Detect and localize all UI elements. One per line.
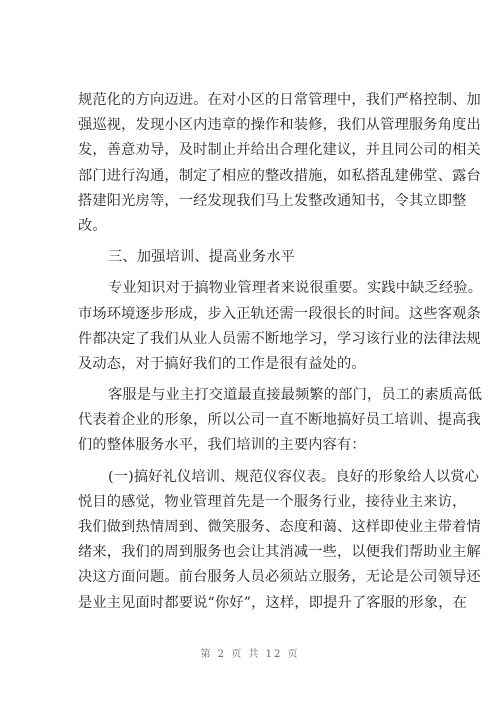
text-line: 客服是与业主打交道最直接最频繁的部门，员工的素质高低 [108,387,483,404]
text-line: 绪来，我们的周到服务也会让其消减一些，以便我们帮助业主解 [78,544,481,561]
paragraph-knowledge [78,276,483,377]
text-line: 代表着企业的形象，所以公司一直不断地搞好员工培训、提高我 [78,412,481,429]
text-line: 我们做到热情周到、微笑服务、态度和蔼、这样即使业主带着情 [78,519,481,535]
section-heading: 三、加强培训、提高业务水平 [108,249,296,266]
paragraph-customer-service [78,383,483,459]
page-number: 第 2 页 共 12 页 [200,649,300,660]
text-line: 是业主见面时都要说“你好”，这样，即提升了客服的形象，在 [78,594,467,611]
document-body [78,88,483,616]
text-line: 们的整体服务水平，我们培训的主要内容有： [78,437,366,454]
text-line: 及动态，对于搞好我们的工作是很有益处的。 [78,355,366,372]
text-line: 强巡视，发现小区内违章的操作和装修，我们从管理服务角度出 [78,117,481,134]
text-line: 悦目的感觉，物业管理首先是一个服务行业，接待业主来访， [78,493,467,510]
text-line: 专业知识对于搞物业管理者来说很重要。实践中缺乏经验。 [108,280,483,297]
text-line: 件都决定了我们从业人员需不断地学习，学习该行业的法律法规 [78,330,481,347]
text-line: 部门进行沟通，制定了相应的整改措施，如私搭乱建佛堂、露台 [78,167,481,184]
paragraph-management [78,88,481,239]
text-line: 市场环境逐步形成，步入正轨还需一段很长的时间。这些客观条 [78,305,481,322]
paragraph-etiquette-training [78,465,481,616]
text-line: 规范化的方向迈进。在对小区的日常管理中，我们严格控制、加 [78,92,481,108]
text-line: 改。 [78,217,107,234]
text-line: (一)搞好礼仪培训、规范仪容仪表。良好的形象给人以赏心 [108,468,480,485]
text-line: 发，善意劝导，及时制止并给出合理化建议，并且同公司的相关 [78,142,481,159]
text-line: 决这方面问题。前台服务人员必须站立服务，无论是公司领导还 [78,569,481,586]
text-line: 搭建阳光房等，一经发现我们马上发整改通知书，令其立即整 [78,192,467,209]
